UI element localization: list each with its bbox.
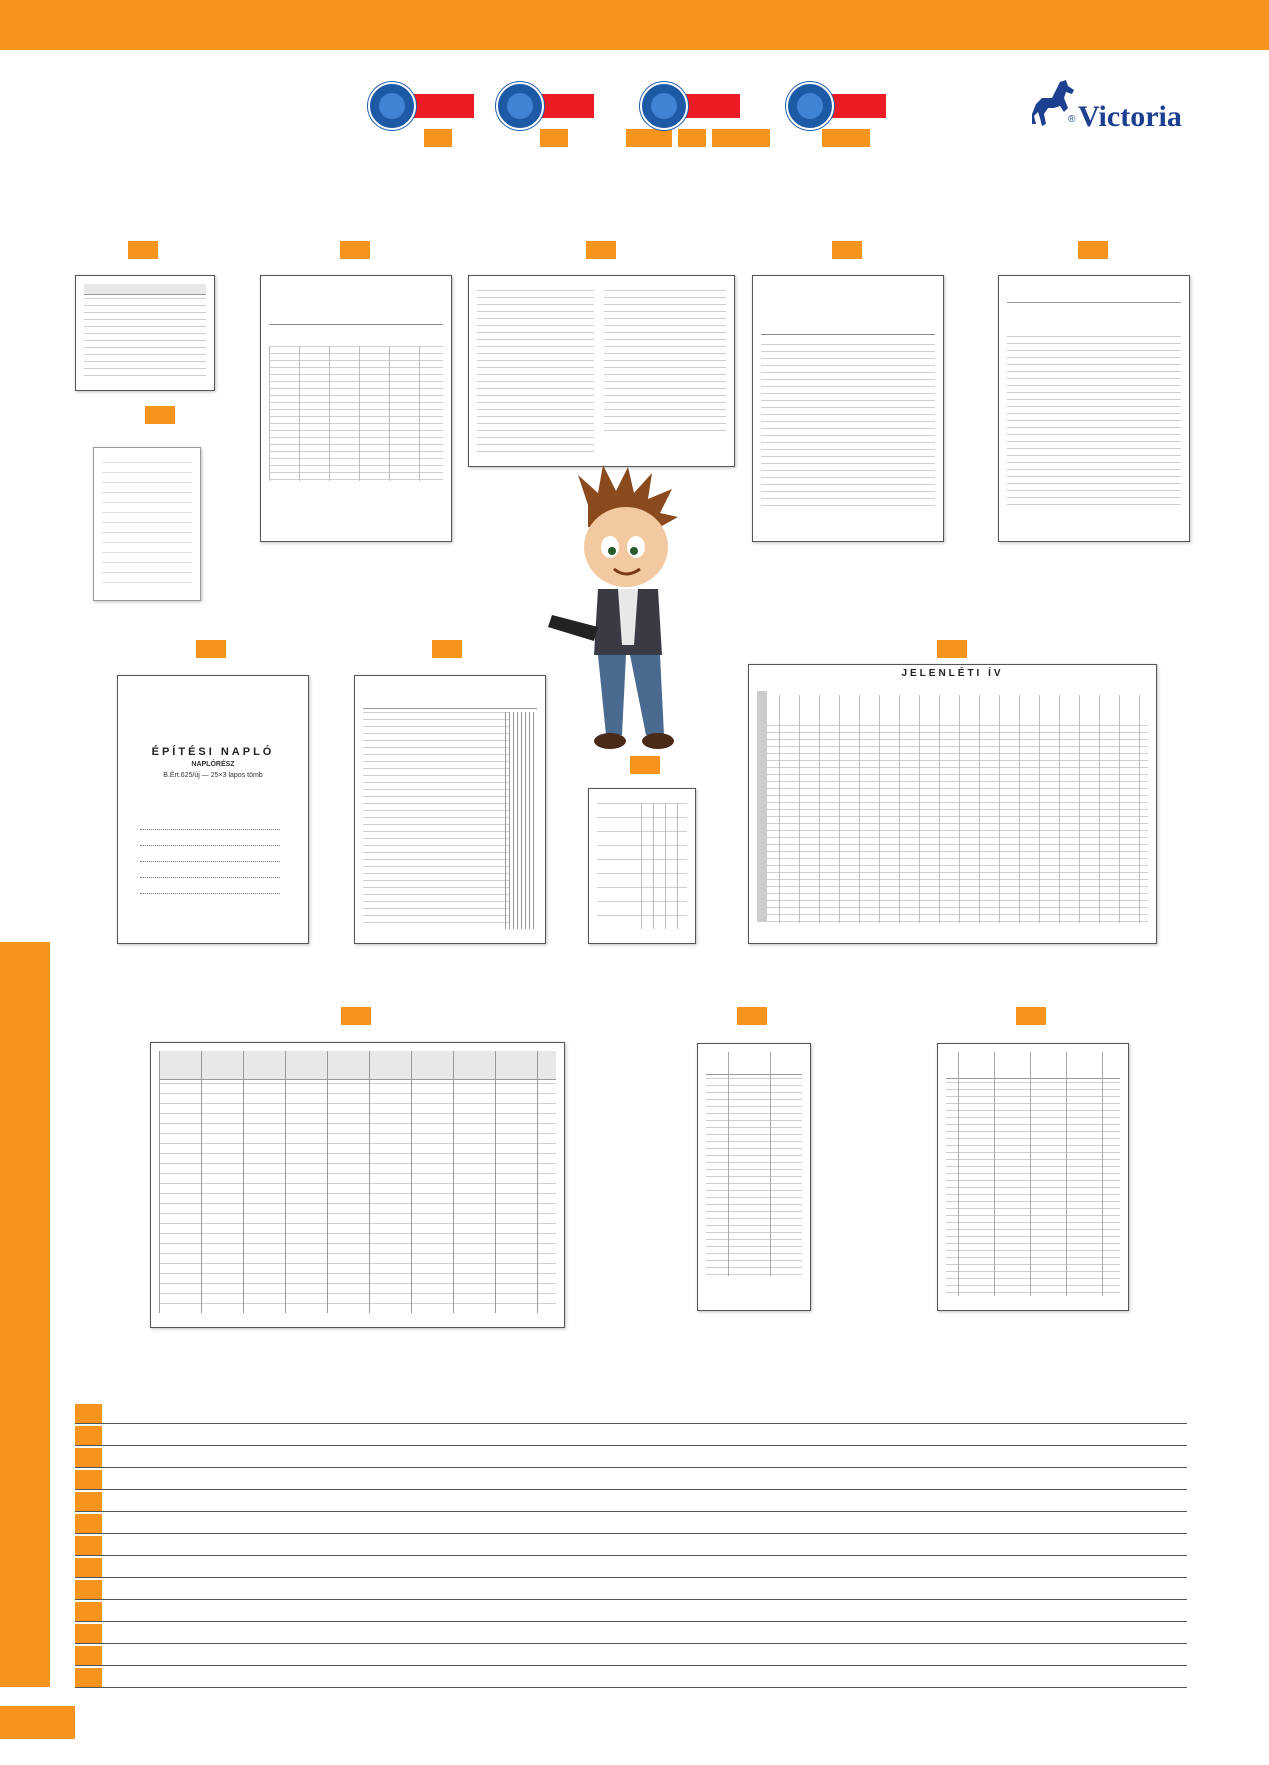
product-badge (368, 82, 472, 128)
form-kiküldetesi-elszamolas (468, 275, 735, 467)
left-accent-bar (0, 942, 50, 1687)
logo-wordmark: Victoria (1078, 100, 1182, 133)
product-number-tag (1016, 1007, 1046, 1025)
list-item (75, 1490, 1187, 1512)
product-badge (786, 82, 890, 128)
boy-with-clipboard-illustration (548, 465, 703, 765)
list-item (75, 1644, 1187, 1666)
badge-tag (678, 129, 706, 147)
page-number-tab (0, 1706, 75, 1739)
product-number-tag (737, 1007, 767, 1025)
form-epitesi-naplo (117, 675, 309, 944)
product-number-tag (630, 756, 660, 774)
list-item (75, 1534, 1187, 1556)
form-nyilatkozat (998, 275, 1190, 542)
epitesi-naplo-title: ÉPÍTÉSI NAPLÓ (151, 746, 275, 758)
form-small-statement (93, 447, 201, 601)
form-szabadsagengedely (75, 275, 215, 391)
list-item (75, 1446, 1187, 1468)
product-number-tag (128, 241, 158, 259)
product-number-tag (340, 241, 370, 259)
form-inventory-ledger (937, 1043, 1129, 1311)
product-badge (640, 82, 744, 128)
list-item (75, 1666, 1187, 1688)
product-number-tag (145, 406, 175, 424)
jelenleti-iv-title: JELENLÉTI ÍV (901, 668, 1004, 679)
list-item (75, 1468, 1187, 1490)
kid-mascot-badge-icon (786, 82, 834, 130)
top-accent-bar (0, 0, 1269, 50)
product-number-tag (832, 241, 862, 259)
badge-tag (540, 129, 568, 147)
registered-mark: ® (1068, 114, 1076, 125)
kid-mascot-badge-icon (368, 82, 416, 130)
form-kikuldetesi-rendelveny (260, 275, 452, 542)
product-number-tag (586, 241, 616, 259)
form-jelenleti-iv (748, 664, 1157, 944)
product-number-tag (937, 640, 967, 658)
badge-tag (424, 129, 452, 147)
form-small-checklist (588, 788, 696, 944)
product-number-tag (1078, 241, 1108, 259)
list-item (75, 1556, 1187, 1578)
epitesi-naplo-subtitle: NAPLÓRÉSZ (191, 761, 235, 768)
badge-tag (712, 129, 770, 147)
badge-tag (822, 129, 870, 147)
list-item (75, 1578, 1187, 1600)
product-number-tag (432, 640, 462, 658)
kid-mascot-badge-icon (496, 82, 544, 130)
product-number-tag (341, 1007, 371, 1025)
kid-mascot-badge-icon (640, 82, 688, 130)
list-item (75, 1424, 1187, 1446)
horse-logo-icon (1030, 78, 1080, 136)
victoria-logo (1030, 78, 1190, 136)
list-item (75, 1622, 1187, 1644)
epitesi-naplo-note: B.Ért.625/új — 25×3 lapos tömb (163, 772, 263, 779)
form-felmeresi-naplo (354, 675, 546, 944)
badge-tag (626, 129, 672, 147)
form-lined-sheet (752, 275, 944, 542)
list-item (75, 1512, 1187, 1534)
product-number-tag (196, 640, 226, 658)
list-item (75, 1600, 1187, 1622)
form-narrow-ledger (697, 1043, 811, 1311)
product-badge (496, 82, 600, 128)
form-wide-ledger (150, 1042, 565, 1328)
list-item (75, 1402, 1187, 1424)
